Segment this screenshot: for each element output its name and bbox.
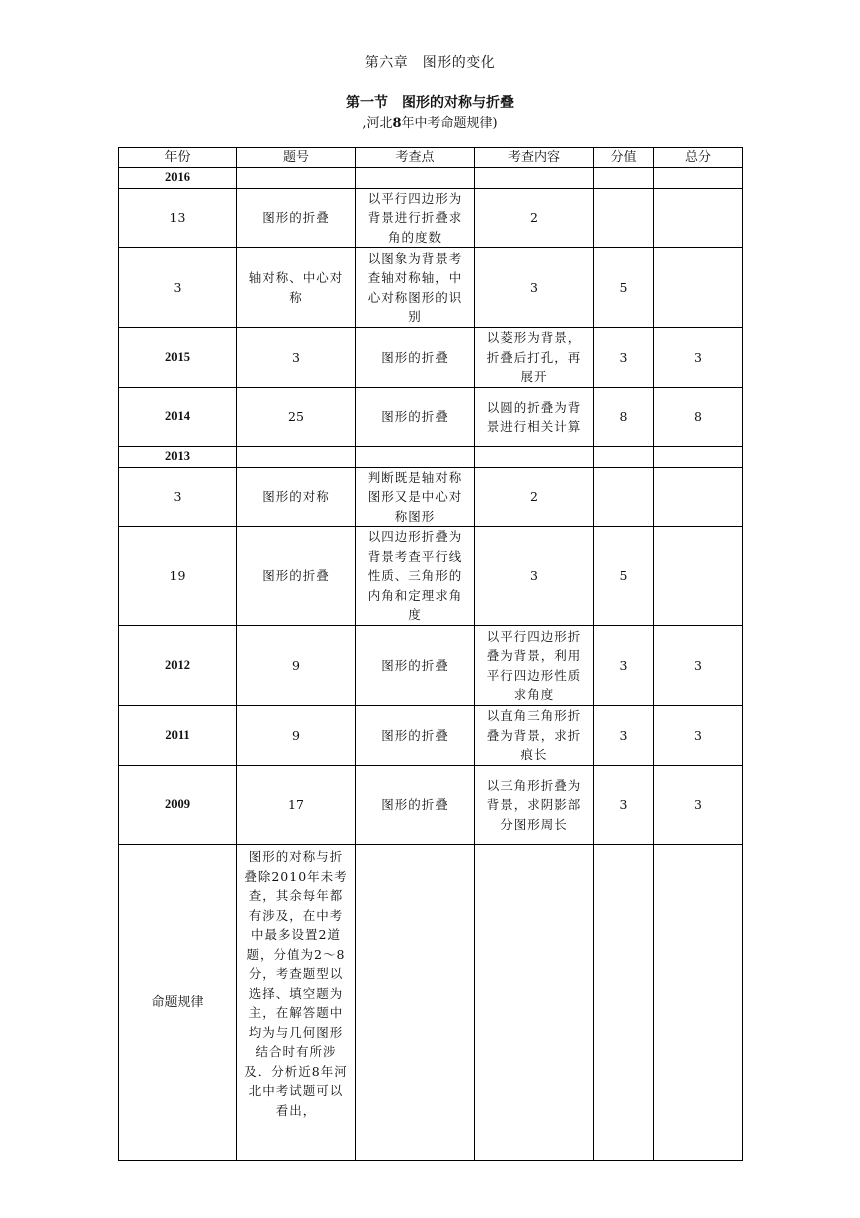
cell-year: 3 (119, 467, 237, 527)
cell-point: 以平行四边形为背景进行折叠求角的度数 (356, 188, 475, 248)
cell-score: 5 (594, 527, 654, 626)
cell-score (594, 447, 654, 468)
cell-point: 图形的折叠 (356, 388, 475, 447)
cell-number: 9 (237, 706, 356, 766)
cell-point: 图形的折叠 (356, 766, 475, 845)
cell-number: 17 (237, 766, 356, 845)
cell-year: 2011 (119, 706, 237, 766)
table-row (119, 527, 743, 626)
cell-number: 图形的对称 (237, 467, 356, 527)
column-header-score: 分值 (594, 148, 654, 168)
cell-total (654, 188, 743, 248)
cell-year: 2014 (119, 388, 237, 447)
table-row (119, 248, 743, 328)
cell-point (356, 447, 475, 468)
cell-content: 2 (475, 188, 594, 248)
cell-point: 图形的折叠 (356, 328, 475, 388)
section-title: 第一节 图形的对称与折叠 (346, 95, 514, 111)
column-header-number: 题号 (237, 148, 356, 168)
table-body (119, 168, 743, 1161)
cell-year: 3 (119, 248, 237, 328)
cell-total (654, 447, 743, 468)
cell-total: 3 (654, 328, 743, 388)
cell-total (654, 527, 743, 626)
cell-point: 判断既是轴对称图形又是中心对称图形 (356, 467, 475, 527)
cell-total: 3 (654, 706, 743, 766)
cell-empty (356, 845, 475, 1161)
table-row (119, 626, 743, 706)
cell-total: 3 (654, 626, 743, 706)
cell-score (594, 188, 654, 248)
cell-score: 3 (594, 706, 654, 766)
cell-year: 2012 (119, 626, 237, 706)
cell-number: 轴对称、中心对称 (237, 248, 356, 328)
cell-number: 3 (237, 328, 356, 388)
subtitle-prefix: ,河北 (362, 116, 393, 131)
cell-total: 8 (654, 388, 743, 447)
table-row (119, 766, 743, 845)
cell-total (654, 248, 743, 328)
cell-content (475, 447, 594, 468)
cell-score: 3 (594, 766, 654, 845)
cell-content: 以菱形为背景，折叠后打孔，再展开 (475, 328, 594, 388)
cell-content: 以三角形折叠为背景，求阴影部分图形周长 (475, 766, 594, 845)
cell-score: 3 (594, 626, 654, 706)
cell-number: 9 (237, 626, 356, 706)
column-header-year: 年份 (119, 148, 237, 168)
table-row-rule (119, 845, 743, 1161)
cell-content: 以直角三角形折叠为背景，求折痕长 (475, 706, 594, 766)
cell-number: 图形的折叠 (237, 188, 356, 248)
cell-content: 3 (475, 527, 594, 626)
cell-total: 3 (654, 766, 743, 845)
cell-year: 19 (119, 527, 237, 626)
exam-pattern-table (118, 147, 743, 1161)
cell-point: 以图象为背景考查轴对称轴，中心对称图形的识别 (356, 248, 475, 328)
cell-content (475, 168, 594, 189)
table-row (119, 188, 743, 248)
column-header-point: 考查点 (356, 148, 475, 168)
cell-total (654, 467, 743, 527)
cell-score: 8 (594, 388, 654, 447)
subtitle (0, 112, 860, 131)
table-row (119, 447, 743, 468)
table-row (119, 388, 743, 447)
rule-text: 图形的对称与折叠除2010年未考查，其余每年都有涉及，在中考中最多设置2道题，分值为2～8分，考查题型以选择、填空题为主，在解答题中均为与几何图形结合时有所涉及．分析近8年河北中考试题可以看出， (237, 845, 356, 1161)
cell-year: 2009 (119, 766, 237, 845)
cell-content: 3 (475, 248, 594, 328)
subtitle-number: 8 (392, 116, 402, 131)
cell-point: 图形的折叠 (356, 706, 475, 766)
cell-number: 图形的折叠 (237, 527, 356, 626)
cell-content: 2 (475, 467, 594, 527)
table-row (119, 467, 743, 527)
cell-score: 5 (594, 248, 654, 328)
column-header-content: 考查内容 (475, 148, 594, 168)
column-header-total: 总分 (654, 148, 743, 168)
rule-label: 命题规律 (119, 845, 237, 1161)
chapter-title: 第六章 图形的变化 (364, 55, 496, 71)
cell-score: 3 (594, 328, 654, 388)
cell-empty (475, 845, 594, 1161)
cell-content: 以圆的折叠为背景进行相关计算 (475, 388, 594, 447)
cell-point (356, 168, 475, 189)
cell-point: 图形的折叠 (356, 626, 475, 706)
cell-empty (594, 845, 654, 1161)
cell-year: 2015 (119, 328, 237, 388)
cell-score (594, 467, 654, 527)
cell-year: 2013 (119, 447, 237, 468)
cell-number (237, 447, 356, 468)
cell-number (237, 168, 356, 189)
cell-year: 2016 (119, 168, 237, 189)
cell-empty (654, 845, 743, 1161)
table-header-row (119, 148, 743, 168)
cell-point: 以四边形折叠为背景考查平行线性质、三角形的内角和定理求角度 (356, 527, 475, 626)
cell-score (594, 168, 654, 189)
cell-total (654, 168, 743, 189)
table-row (119, 706, 743, 766)
subtitle-suffix: 年中考命题规律) (401, 116, 498, 131)
cell-year: 13 (119, 188, 237, 248)
table-row (119, 328, 743, 388)
cell-content: 以平行四边形折叠为背景，利用平行四边形性质求角度 (475, 626, 594, 706)
table-row (119, 168, 743, 189)
cell-number: 25 (237, 388, 356, 447)
